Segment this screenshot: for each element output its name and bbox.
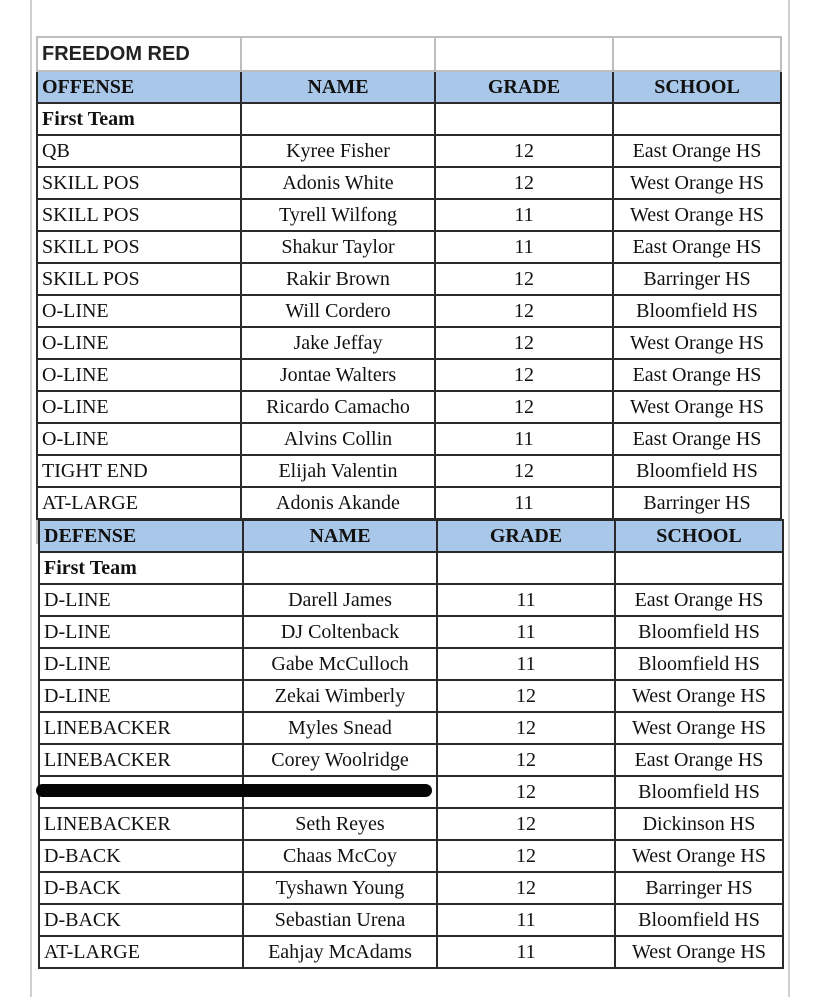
defense-cell-school: Bloomfield HS <box>615 904 783 936</box>
offense-cell-grade: 12 <box>435 263 613 295</box>
offense-cell-name: Tyrell Wilfong <box>241 199 435 231</box>
offense-cell-position: SKILL POS <box>37 167 241 199</box>
defense-cell-grade: 12 <box>437 840 615 872</box>
offense-cell-name: Kyree Fisher <box>241 135 435 167</box>
defense-cell-grade: 11 <box>437 584 615 616</box>
offense-row <box>37 263 781 295</box>
offense-table <box>36 36 782 544</box>
offense-row <box>37 359 781 391</box>
offense-row <box>37 487 781 519</box>
defense-cell-grade: 12 <box>437 776 615 808</box>
defense-cell-name: Eahjay McAdams <box>243 936 437 968</box>
defense-cell-name: DJ Coltenback <box>243 616 437 648</box>
offense-cell-position: AT-LARGE <box>37 487 241 519</box>
defense-row <box>39 808 783 840</box>
offense-header-name: NAME <box>241 71 435 103</box>
defense-cell-position: D-LINE <box>39 648 243 680</box>
offense-cell-position: O-LINE <box>37 359 241 391</box>
offense-row <box>37 455 781 487</box>
defense-cell-grade: 12 <box>437 808 615 840</box>
offense-cell-name: Shakur Taylor <box>241 231 435 263</box>
defense-cell-grade: 12 <box>437 872 615 904</box>
offense-header-grade: GRADE <box>435 71 613 103</box>
defense-cell-position: LINEBACKER <box>39 712 243 744</box>
defense-row <box>39 744 783 776</box>
offense-row <box>37 199 781 231</box>
offense-cell-grade: 11 <box>435 231 613 263</box>
offense-cell-school: East Orange HS <box>613 231 781 263</box>
defense-cell-name: Myles Snead <box>243 712 437 744</box>
defense-cell-name: Seth Reyes <box>243 808 437 840</box>
offense-cell-position: QB <box>37 135 241 167</box>
defense-row <box>39 936 783 968</box>
offense-cell-grade: 12 <box>435 455 613 487</box>
offense-cell-grade: 12 <box>435 167 613 199</box>
defense-cell-name: Zekai Wimberly <box>243 680 437 712</box>
defense-cell-position: D-LINE <box>39 616 243 648</box>
offense-cell-name: Adonis Akande <box>241 487 435 519</box>
defense-cell-school: West Orange HS <box>615 680 783 712</box>
offense-cell-school: East Orange HS <box>613 359 781 391</box>
team-title: FREEDOM RED <box>37 37 241 71</box>
defense-cell-school: West Orange HS <box>615 840 783 872</box>
offense-cell-position: O-LINE <box>37 327 241 359</box>
offense-cell-school: West Orange HS <box>613 327 781 359</box>
offense-cell-name: Jake Jeffay <box>241 327 435 359</box>
defense-header-position: DEFENSE <box>39 520 243 552</box>
offense-row <box>37 231 781 263</box>
defense-cell-name: Darell James <box>243 584 437 616</box>
defense-cell-grade: 12 <box>437 744 615 776</box>
defense-row <box>39 680 783 712</box>
offense-cell-name: Ricardo Camacho <box>241 391 435 423</box>
defense-header-name: NAME <box>243 520 437 552</box>
defense-cell-name: Tyshawn Young <box>243 872 437 904</box>
offense-cell-school: West Orange HS <box>613 167 781 199</box>
offense-cell-grade: 12 <box>435 135 613 167</box>
defense-cell-school: West Orange HS <box>615 936 783 968</box>
redaction-bar <box>36 784 432 797</box>
offense-cell-school: Barringer HS <box>613 263 781 295</box>
defense-cell-name: Sebastian Urena <box>243 904 437 936</box>
offense-header-position: OFFENSE <box>37 71 241 103</box>
offense-row <box>37 135 781 167</box>
defense-cell-position: LINEBACKER <box>39 808 243 840</box>
offense-row <box>37 423 781 455</box>
offense-cell-school: Bloomfield HS <box>613 455 781 487</box>
offense-cell-grade: 12 <box>435 295 613 327</box>
offense-cell-name: Elijah Valentin <box>241 455 435 487</box>
offense-cell-school: Barringer HS <box>613 487 781 519</box>
defense-cell-school: West Orange HS <box>615 712 783 744</box>
defense-cell-position: D-BACK <box>39 872 243 904</box>
defense-cell-school: Barringer HS <box>615 872 783 904</box>
defense-cell-grade: 12 <box>437 712 615 744</box>
defense-table <box>38 519 784 969</box>
offense-row <box>37 327 781 359</box>
offense-cell-name: Will Cordero <box>241 295 435 327</box>
defense-cell-name: Gabe McCulloch <box>243 648 437 680</box>
offense-cell-school: East Orange HS <box>613 135 781 167</box>
offense-cell-school: West Orange HS <box>613 199 781 231</box>
defense-cell-position: D-BACK <box>39 840 243 872</box>
defense-row <box>39 840 783 872</box>
defense-cell-grade: 11 <box>437 936 615 968</box>
offense-cell-grade: 12 <box>435 327 613 359</box>
defense-cell-position: D-LINE <box>39 680 243 712</box>
defense-header-grade: GRADE <box>437 520 615 552</box>
defense-cell-school: Bloomfield HS <box>615 776 783 808</box>
offense-cell-position: O-LINE <box>37 423 241 455</box>
defense-cell-school: Dickinson HS <box>615 808 783 840</box>
defense-row <box>39 872 783 904</box>
offense-cell-name: Adonis White <box>241 167 435 199</box>
offense-cell-position: TIGHT END <box>37 455 241 487</box>
defense-row <box>39 616 783 648</box>
defense-row <box>39 584 783 616</box>
defense-cell-grade: 11 <box>437 616 615 648</box>
offense-cell-position: SKILL POS <box>37 263 241 295</box>
defense-cell-school: East Orange HS <box>615 584 783 616</box>
offense-header-row <box>37 71 781 103</box>
offense-cell-name: Alvins Collin <box>241 423 435 455</box>
offense-cell-school: West Orange HS <box>613 391 781 423</box>
defense-cell-grade: 12 <box>437 680 615 712</box>
defense-row <box>39 648 783 680</box>
defense-cell-name: Chaas McCoy <box>243 840 437 872</box>
defense-cell-grade: 11 <box>437 648 615 680</box>
defense-cell-name: Corey Woolridge <box>243 744 437 776</box>
offense-cell-position: O-LINE <box>37 391 241 423</box>
defense-header-school: SCHOOL <box>615 520 783 552</box>
offense-cell-grade: 11 <box>435 423 613 455</box>
offense-cell-grade: 11 <box>435 199 613 231</box>
offense-cell-name: Rakir Brown <box>241 263 435 295</box>
offense-cell-school: East Orange HS <box>613 423 781 455</box>
defense-cell-position: LINEBACKER <box>39 744 243 776</box>
offense-cell-grade: 11 <box>435 487 613 519</box>
offense-cell-name: Jontae Walters <box>241 359 435 391</box>
offense-row <box>37 167 781 199</box>
offense-cell-grade: 12 <box>435 359 613 391</box>
defense-subheader: First Team <box>39 552 243 584</box>
defense-cell-school: East Orange HS <box>615 744 783 776</box>
offense-cell-school: Bloomfield HS <box>613 295 781 327</box>
offense-subheader: First Team <box>37 103 241 135</box>
offense-cell-position: O-LINE <box>37 295 241 327</box>
defense-cell-position: D-LINE <box>39 584 243 616</box>
defense-cell-position: D-BACK <box>39 904 243 936</box>
defense-subheader-row <box>39 552 783 584</box>
offense-row <box>37 391 781 423</box>
defense-cell-school: Bloomfield HS <box>615 648 783 680</box>
defense-cell-school: Bloomfield HS <box>615 616 783 648</box>
offense-cell-position: SKILL POS <box>37 231 241 263</box>
offense-row <box>37 295 781 327</box>
offense-cell-position: SKILL POS <box>37 199 241 231</box>
offense-subheader-row <box>37 103 781 135</box>
defense-cell-grade: 11 <box>437 904 615 936</box>
offense-header-school: SCHOOL <box>613 71 781 103</box>
defense-row <box>39 712 783 744</box>
defense-header-row <box>39 520 783 552</box>
defense-cell-position: AT-LARGE <box>39 936 243 968</box>
offense-cell-grade: 12 <box>435 391 613 423</box>
defense-row <box>39 904 783 936</box>
